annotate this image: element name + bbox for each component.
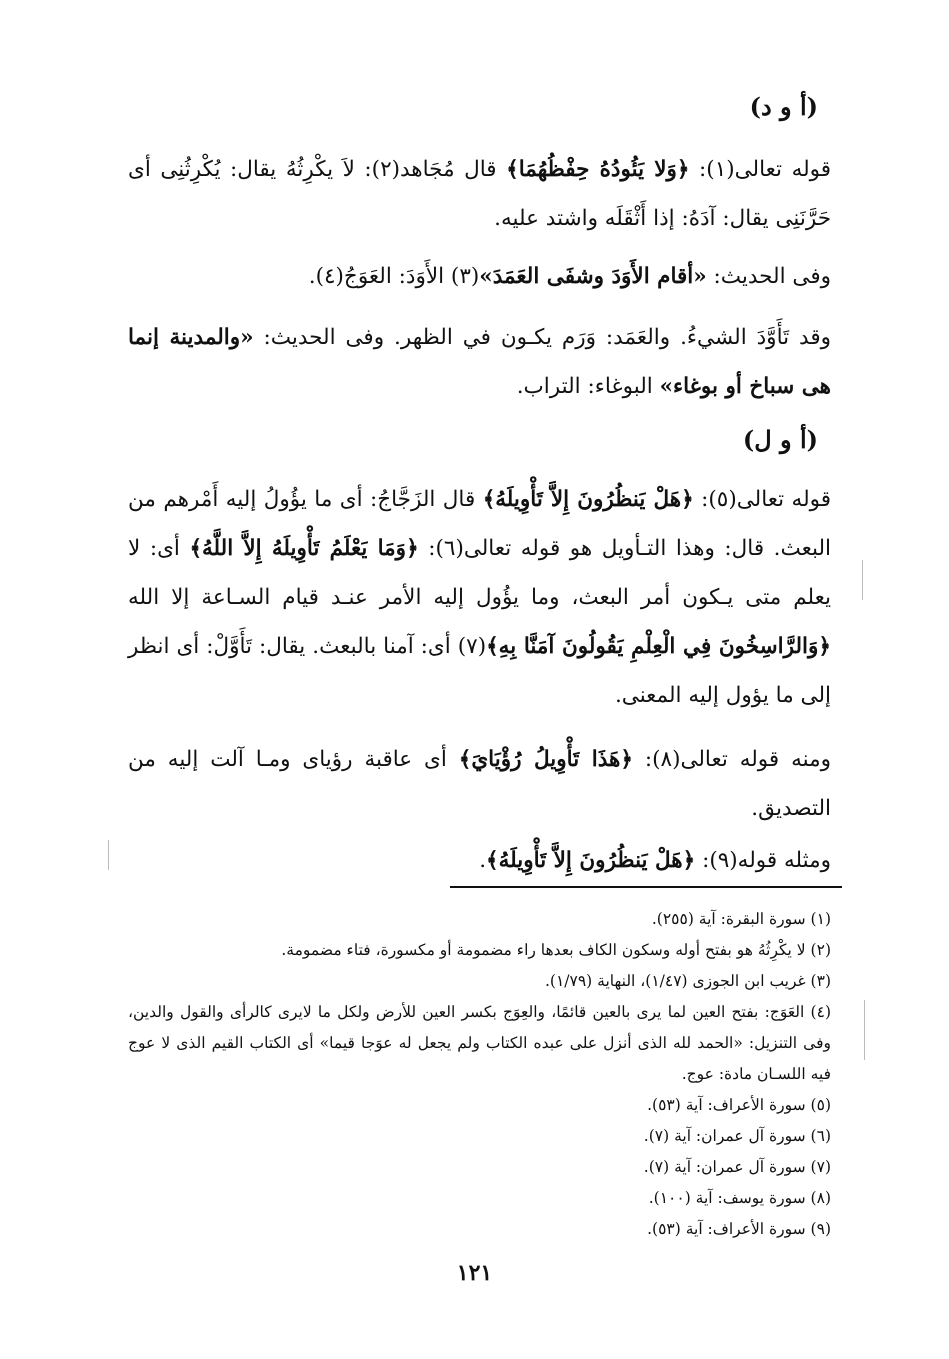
page-number: ١٢١ <box>456 1260 493 1286</box>
paragraph-2 <box>128 252 831 301</box>
quran-quote-6: ﴿هَلْ يَنظُرُونَ إِلاَّ تَأْوِيلَهُ﴾ <box>486 848 696 873</box>
paragraph-4-text-g: (٧) أى: آمنا بالبعث. يقال: تَأَوَّلْ: أى انظر إلى ما يؤول إليه المعنى. <box>128 634 831 708</box>
quran-quote-4: ﴿وَالرَّاسِخُونَ فِي الْعِلْمِ يَقُولُونَ آمَنَّا بِهِ﴾ <box>486 634 831 659</box>
paragraph-2-text-c: (٣) الأَوَدَ: العَوَجُ(٤). <box>308 264 480 289</box>
paragraph-6 <box>128 836 831 885</box>
footnote-9: (٩) سورة الأعراف: آية (٥٣). <box>647 1220 831 1238</box>
paragraph-3-text-c: البوغاء: التراب. <box>516 374 660 399</box>
quran-quote-2: ﴿هَلْ يَنظُرُونَ إِلاَّ تَأْوِيلَهُ﴾ <box>482 487 694 512</box>
scan-mark-right-lower <box>864 1000 865 1060</box>
paragraph-3 <box>128 313 831 411</box>
footnote-8: (٨) سورة يوسف: آية (١٠٠). <box>648 1189 831 1207</box>
paragraph-4-text-a: قوله تعالى(٥): <box>693 487 832 512</box>
footnote-7: (٧) سورة آل عمران: آية (٧). <box>643 1158 831 1176</box>
scan-mark-left <box>108 840 109 870</box>
paragraph-1-text-c: قال مُجَاهد(٢): لاَ يكْرِثُهُ يقال: يُكْرِثُنِى أى حَرَّنَنِى يقال: آدَهُ: إذا أَثْقَلَه واشتد عليه. <box>128 157 831 231</box>
footnote-5: (٥) سورة الأعراف: آية (٥٣). <box>647 1096 831 1114</box>
paragraph-5-text-c: أى عاقبة رؤياى ومـا آلت إليه من التصديق. <box>128 747 831 821</box>
footnote-separator <box>450 886 842 888</box>
footnote-1: (١) سورة البقرة: آية (٢٥٥). <box>651 910 831 928</box>
paragraph-4-text-c: قال الزَجَّاجُ: أى ما يؤُولُ إليه أَمْرهم من البعث. قال: وهذا التـأويل هو قوله تعالى(٦): <box>128 487 831 561</box>
paragraph-5 <box>128 735 831 833</box>
footnote-2: (٢) لا يكْرِثُهُ هو بفتح أوله وسكون الكاف بعدها راء مضمومة أو مكسورة، فتاء مضمومة. <box>281 941 831 959</box>
paragraph-1 <box>128 145 831 243</box>
paragraph-4-text-e: أى: لا يعلم متى يـكون أمر البعث، وما يؤُول إليه الأمر عنـد قيام السـاعة إلا الله <box>128 536 831 610</box>
footnote-6: (٦) سورة آل عمران: آية (٧). <box>643 1127 831 1145</box>
paragraph-3-text-a: وقد تَأَوَّدَ الشيءُ. والعَمَد: وَرَم يكـون في الظهر. وفى الحديث: <box>253 325 831 350</box>
footnote-4: (٤) العَوَج: بفتح العين لما يرى بالعين قائمًا، والعِوَج بكسر العين للأرض ولكل ما لايرى كالرأى والقول والدين، وفى التنزيل: «الحمد لله الذى أنزل على عبده الكتاب ولم يجعل له عوَجا قيما» أى الكتاب القيم الذى لا عوج فيه اللسـان مادة: عوج. <box>128 1003 831 1083</box>
hadith-quote-2: «والمدينة إنما هى سباخ أو بوغاء» <box>128 325 831 399</box>
section-heading-awd: (أ و د) <box>749 92 818 121</box>
paragraph-4 <box>128 475 831 720</box>
hadith-quote-1: «أقام الأَوَدَ وشفَى العَمَدَ» <box>479 264 707 289</box>
paragraph-1-text-a: قوله تعالى(١): <box>689 157 832 182</box>
paragraph-6-text-c: . <box>479 848 487 873</box>
paragraph-6-text-a: ومثله قوله(٩): <box>695 848 831 873</box>
footnotes <box>128 904 831 1245</box>
paragraph-2-text-a: وفى الحديث: <box>706 264 831 289</box>
paragraph-5-text-a: ومنه قوله تعالى(٨): <box>632 747 832 772</box>
quran-quote-1: ﴿وَلا يَئُودُهُ حِفْظُهُمَا﴾ <box>506 157 690 182</box>
section-heading-awl: (أ و ل) <box>742 425 818 454</box>
scan-mark-right <box>862 560 863 600</box>
quran-quote-3: ﴿وَمَا يَعْلَمُ تَأْوِيلَهُ إِلاَّ اللَّهُ﴾ <box>189 536 419 561</box>
quran-quote-5: ﴿هَذَا تَأْوِيلُ رُؤْيَايَ﴾ <box>458 747 633 772</box>
footnote-3: (٣) غريب ابن الجوزى (١/٤٧)، النهاية (١/٧٩). <box>544 972 831 990</box>
